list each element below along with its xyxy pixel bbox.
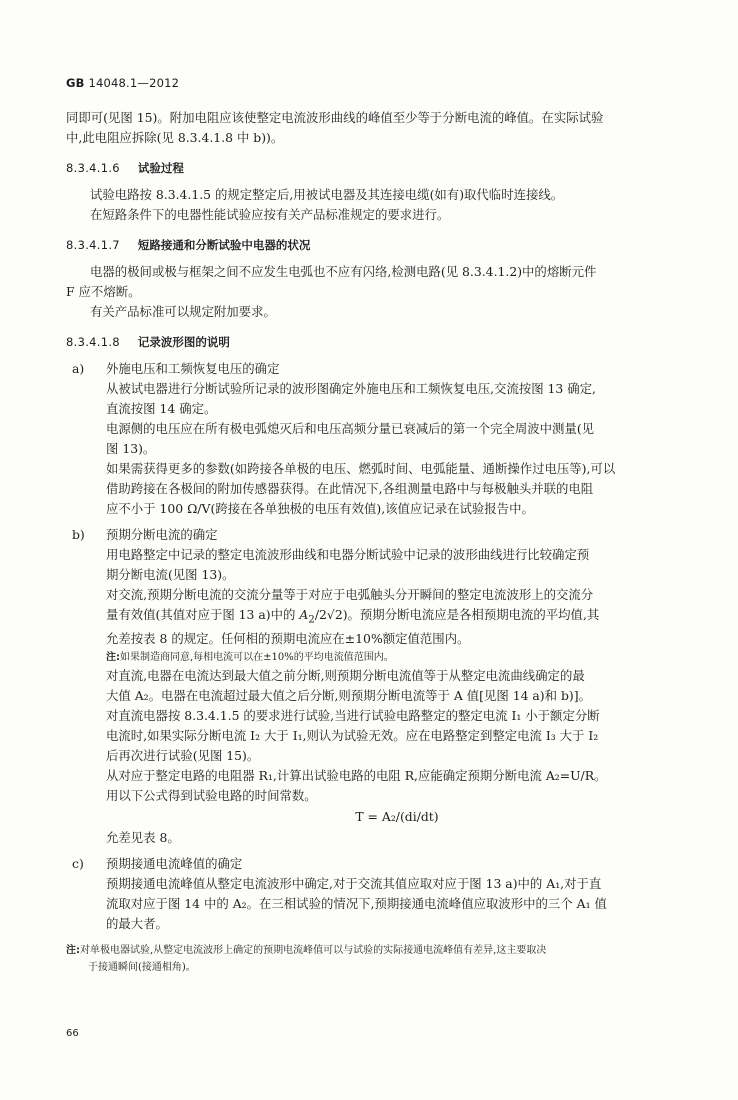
paragraph-line: 的最大者。 (106, 916, 168, 932)
section-title: 短路接通和分断试验中电器的状况 (137, 238, 311, 252)
section-heading-8-3-4-1-7 (66, 236, 688, 254)
paragraph-line: 允差见表 8。 (106, 830, 180, 846)
symbol-subscript: 2 (308, 613, 315, 626)
paragraph-line: 从被试电器进行分断试验所记录的波形图确定外施电压和工频恢复电压,交流按图 13 确定, (106, 381, 596, 396)
paragraph-line: 对交流,预期分断电流的交流分量等于对应于电弧触头分开瞬间的整定电流波形上的交流分 (106, 587, 594, 602)
text-run: 量有效值(其值对应于图 13 a)中的 (106, 607, 300, 622)
list-item-heading (72, 525, 688, 545)
paragraph-line (106, 605, 688, 629)
paragraph-line: F 应不熔断。 (66, 284, 141, 299)
paragraph-line: 允差按表 8 的规定。任何相的预期电流应在±10%额定值范围内。 (106, 631, 470, 647)
list-item-title: 预期分断电流的确定 (106, 527, 218, 542)
section-heading-8-3-4-1-8 (66, 333, 688, 351)
note (72, 649, 688, 666)
section-heading-8-3-4-1-6 (66, 159, 688, 177)
paragraph-line: 应不小于 100 Ω/V(跨接在各单独极的电压有效值),该值应记录在试验报告中。 (106, 501, 534, 516)
section-number: 8.3.4.1.6 (66, 161, 120, 175)
list-label: c) (72, 856, 84, 872)
paragraph-line: 电流时,如果实际分断电流 I₂ 大于 I₁,则认为试验无效。应在电路整定到整定电流 I₃ 大于 I₂ (106, 728, 599, 744)
paragraph-line: 对直流电器按 8.3.4.1.5 的要求进行试验,当进行试验电路整定的整定电流 I₁ 小于额定分断 (106, 708, 600, 724)
list-item-heading (72, 359, 688, 379)
paragraph-line: 预期接通电流峰值从整定电流波形中确定,对于交流其值应取对应于图 13 a)中的 A₁,对于直 (106, 876, 602, 892)
list-item-a (72, 359, 688, 519)
list-label: a) (72, 361, 85, 376)
paragraph-line: 如果需获得更多的参数(如跨接各单极的电压、燃弧时间、电弧能量、通断操作过电压等),可以 (106, 461, 616, 476)
standard-number: 14048.1—2012 (88, 76, 180, 90)
page-number: 66 (66, 1028, 79, 1039)
note-text: 对单极电器试验,从整定电流波形上确定的预期电流峰值可以与试验的实际接通电流峰值有差异,这主要取决 (80, 945, 547, 957)
paragraph-line: 直流按图 14 确定。 (106, 401, 217, 416)
intro-line-2: 中,此电阻应拆除(见 8.3.4.1.8 中 b))。 (66, 130, 284, 145)
section-title: 记录波形图的说明 (137, 335, 230, 349)
intro-line-1: 同即可(见图 15)。附加电阻应该使整定电流波形曲线的峰值至少等于分断电流的峰值。在实际试验 (66, 110, 604, 125)
paragraph: 有关产品标准可以规定附加要求。 (90, 304, 276, 319)
text-run: /2√2)。预期分断电流应是各相预期电流的平均值,其 (314, 607, 600, 622)
standard-code: GB (66, 76, 85, 90)
list-item-heading (72, 854, 688, 874)
paragraph-line: 从对应于整定电路的电阻器 R₁,计算出试验电路的电阻 R,应能确定预期分断电流 A₂=U/R。 (106, 768, 607, 784)
section-number: 8.3.4.1.8 (66, 335, 120, 349)
paragraph: 在短路条件下的电器性能试验应按有关产品标准规定的要求进行。 (90, 207, 450, 222)
formula: T = A₂/(di/dt) (355, 809, 439, 825)
list-item-c (72, 854, 688, 934)
section-title: 试验过程 (137, 161, 184, 175)
paragraph-line: 对直流,电器在电流达到最大值之前分断,则预期分断电流值等于从整定电流曲线确定的最 (106, 668, 585, 684)
standard-header (66, 76, 179, 90)
list-label: b) (72, 527, 85, 542)
paragraph-line: 期分断电流(见图 13)。 (106, 567, 235, 582)
symbol-A: A (299, 607, 309, 622)
paragraph-line: 用以下公式得到试验电路的时间常数。 (106, 788, 317, 804)
list-item-b (72, 525, 688, 848)
paragraph: 试验电路按 8.3.4.1.5 的规定整定后,用被试电器及其连接电缆(如有)取代临时连接线。 (90, 187, 564, 202)
section-number: 8.3.4.1.7 (66, 238, 120, 252)
paragraph-line: 流取对应于图 14 中的 A₂。在三相试验的情况下,预期接通电流峰值应取波形中的三个 A₁ 值 (106, 896, 607, 912)
paragraph-line: 借助跨接在各极间的附加传感器获得。在此情况下,各组测量电路中与每极触头并联的电阻 (106, 481, 594, 496)
paragraph-line: 后再次进行试验(见图 15)。 (106, 748, 260, 764)
list-item-title: 外施电压和工频恢复电压的确定 (106, 361, 280, 376)
paragraph-line: 用电路整定中记录的整定电流波形曲线和电器分断试验中记录的波形曲线进行比较确定预 (106, 547, 590, 562)
paragraph-line: 大值 A₂。电器在电流超过最大值之后分断,则预期分断电流等于 A 值[见图 14 a)和 b)]。 (106, 688, 591, 704)
note-label: 注: (106, 652, 120, 664)
list-item-title: 预期接通电流峰值的确定 (106, 856, 243, 872)
paragraph-line: 电器的极间或极与框架之间不应发生电弧也不应有闪络,检测电路(见 8.3.4.1.2)中的熔断元件 (90, 264, 597, 279)
paragraph-line: 电源侧的电压应在所有极电弧熄灭后和电压高频分量已衰减后的第一个完全周波中测量(见 (106, 421, 595, 436)
paragraph-line: 图 13)。 (106, 441, 156, 456)
page-content (66, 108, 688, 976)
end-note (66, 942, 688, 976)
note-text: 如果制造商同意,每相电流可以在±10%的平均电流值范围内。 (120, 652, 394, 664)
note-label: 注: (66, 945, 80, 957)
note-text: 于接通瞬间(接通相角)。 (88, 962, 196, 974)
